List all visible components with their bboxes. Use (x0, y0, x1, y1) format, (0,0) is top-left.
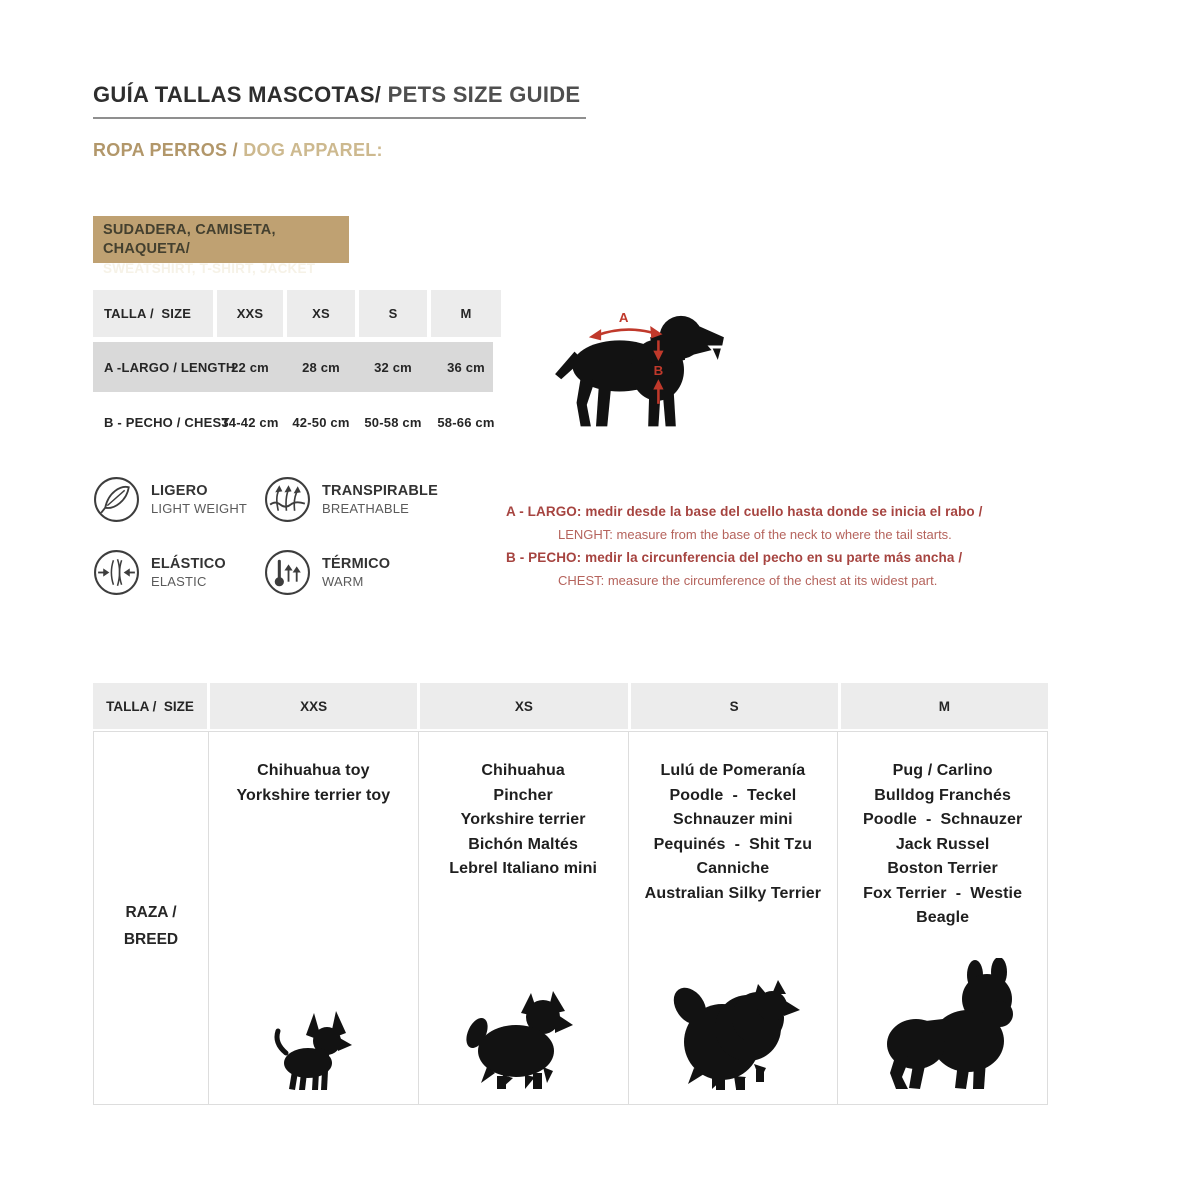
breed-item: Fox Terrier - Westie (863, 884, 1023, 902)
thermometer-icon (264, 549, 311, 596)
breed-cell-m (837, 732, 1047, 1104)
size-table-chest-row (93, 397, 493, 447)
measuring-diagram (552, 306, 728, 430)
breed-item: Canniche (696, 860, 770, 877)
feature-lightweight-label-es: LIGERO (151, 482, 208, 499)
breed-item: Schnauzer mini (673, 811, 793, 828)
feature-breathable-label-es: TRANSPIRABLE (322, 482, 438, 499)
size-header-xxs: XXS (217, 290, 283, 337)
size-table (93, 290, 493, 447)
length-m: 36 cm (447, 359, 485, 375)
breed-item: Boston Terrier (887, 860, 998, 877)
breed-table-body (93, 731, 1048, 1105)
size-table-header-row (93, 290, 493, 337)
page-title-es: GUÍA TALLAS MASCOTAS/ (93, 82, 382, 107)
breed-list-xs (449, 759, 597, 882)
breed-item: Bulldog Franchés (874, 786, 1011, 804)
page-title-en: PETS SIZE GUIDE (381, 82, 581, 107)
feature-breathable-label-en: BREATHABLE (322, 500, 410, 516)
raza-label-line1: RAZA / (125, 903, 177, 921)
breed-item: Jack Russel (895, 835, 990, 853)
breed-cell-xs (418, 732, 628, 1104)
breed-item: Chihuahua toy (257, 762, 370, 779)
feature-breathable (264, 476, 484, 523)
feature-lightweight (93, 476, 264, 523)
yorkshire-silhouette (461, 990, 586, 1092)
elastic-icon (93, 549, 140, 596)
breed-header-xs: XS (420, 683, 627, 729)
raza-label-line2: BREED (123, 930, 179, 948)
note-b-es: B - PECHO: medir la circunferencia del pecho en su parte más ancha / (506, 550, 963, 565)
category-line-en: SWEATSHIRT, T-SHIRT, JACKET (103, 261, 316, 276)
breed-item: Poodle - Teckel (669, 786, 797, 804)
feature-elastic (93, 549, 264, 596)
breed-item: Lulú de Pomeranía (660, 762, 806, 779)
breed-header-talla: TALLA / SIZE (93, 683, 207, 729)
breed-item: Beagle (916, 909, 970, 926)
breed-cell-s (628, 732, 838, 1104)
feature-elastic-label-es: ELÁSTICO (151, 555, 226, 572)
length-row-label: A -LARGO / LENGTH (104, 359, 236, 375)
breed-item: Yorkshire terrier (460, 811, 586, 828)
length-xs: 28 cm (302, 359, 340, 375)
chest-row-label: B - PECHO / CHEST (104, 414, 230, 430)
breed-item: Bichón Maltés (468, 835, 578, 853)
subtitle-es: ROPA PERROS / (93, 140, 244, 160)
breathable-icon (264, 476, 311, 523)
size-header-xs: XS (287, 290, 355, 337)
chest-xs: 42-50 cm (292, 414, 350, 430)
category-box (93, 216, 349, 276)
feature-lightweight-label-en: LIGHT WEIGHT (151, 500, 248, 516)
breed-table-header-row (93, 683, 1048, 729)
note-a-es: A - LARGO: medir desde la base del cuello hasta donde se inicia el rabo / (506, 504, 983, 519)
note-a-en: LENGHT: measure from the base of the neck to where the tail starts. (558, 527, 952, 542)
breed-list-m (863, 759, 1022, 931)
breed-item: Pug / Carlino (892, 762, 993, 779)
breed-item: Lebrel Italiano mini (449, 860, 598, 877)
breed-header-s: S (631, 683, 838, 729)
page-title (93, 82, 586, 119)
breed-item: Poodle - Schnauzer (862, 811, 1023, 828)
breed-item: Pequinés - Shit Tzu (653, 835, 813, 853)
pomeranian-silhouette (660, 975, 805, 1092)
breed-item: Yorkshire terrier toy (236, 786, 391, 804)
feature-elastic-label-en: ELASTIC (151, 573, 207, 589)
feature-warm (264, 549, 484, 596)
length-xxs: 22 cm (231, 359, 269, 375)
breed-header-m: M (841, 683, 1048, 729)
breed-row-label-cell (94, 732, 208, 1104)
features-legend (93, 476, 484, 596)
section-subtitle (93, 140, 383, 161)
breed-table (93, 683, 1048, 1105)
breed-item: Australian Silky Terrier (644, 884, 822, 902)
chest-m: 58-66 cm (437, 414, 495, 430)
breed-list-xxs (236, 759, 390, 808)
breed-list-s (645, 759, 821, 906)
feature-warm-label-es: TÉRMICO (322, 555, 391, 572)
subtitle-en: DOG APPAREL: (243, 140, 383, 160)
size-header-talla: TALLA / SIZE (93, 290, 213, 337)
breed-item: Chihuahua (481, 762, 565, 779)
french-bulldog-silhouette (868, 958, 1018, 1092)
chest-s: 50-58 cm (364, 414, 422, 430)
category-line-es: SUDADERA, CAMISETA, CHAQUETA/ (103, 222, 276, 257)
measuring-notes (506, 500, 986, 592)
size-header-s: S (359, 290, 427, 337)
breed-item: Pincher (493, 786, 553, 804)
feature-warm-label-en: WARM (322, 573, 364, 589)
breed-cell-xxs (208, 732, 418, 1104)
label-b: B (653, 363, 664, 379)
length-s: 32 cm (374, 359, 412, 375)
breed-header-xxs: XXS (210, 683, 417, 729)
labrador-measure-silhouette (552, 306, 728, 430)
feather-icon (93, 476, 140, 523)
size-table-length-row (93, 342, 493, 392)
size-header-m: M (431, 290, 501, 337)
note-b-en: CHEST: measure the circumference of the chest at its widest part. (558, 573, 938, 588)
chest-xxs: 34-42 cm (221, 414, 279, 430)
label-a: A (618, 309, 629, 325)
chihuahua-silhouette (266, 1010, 361, 1092)
